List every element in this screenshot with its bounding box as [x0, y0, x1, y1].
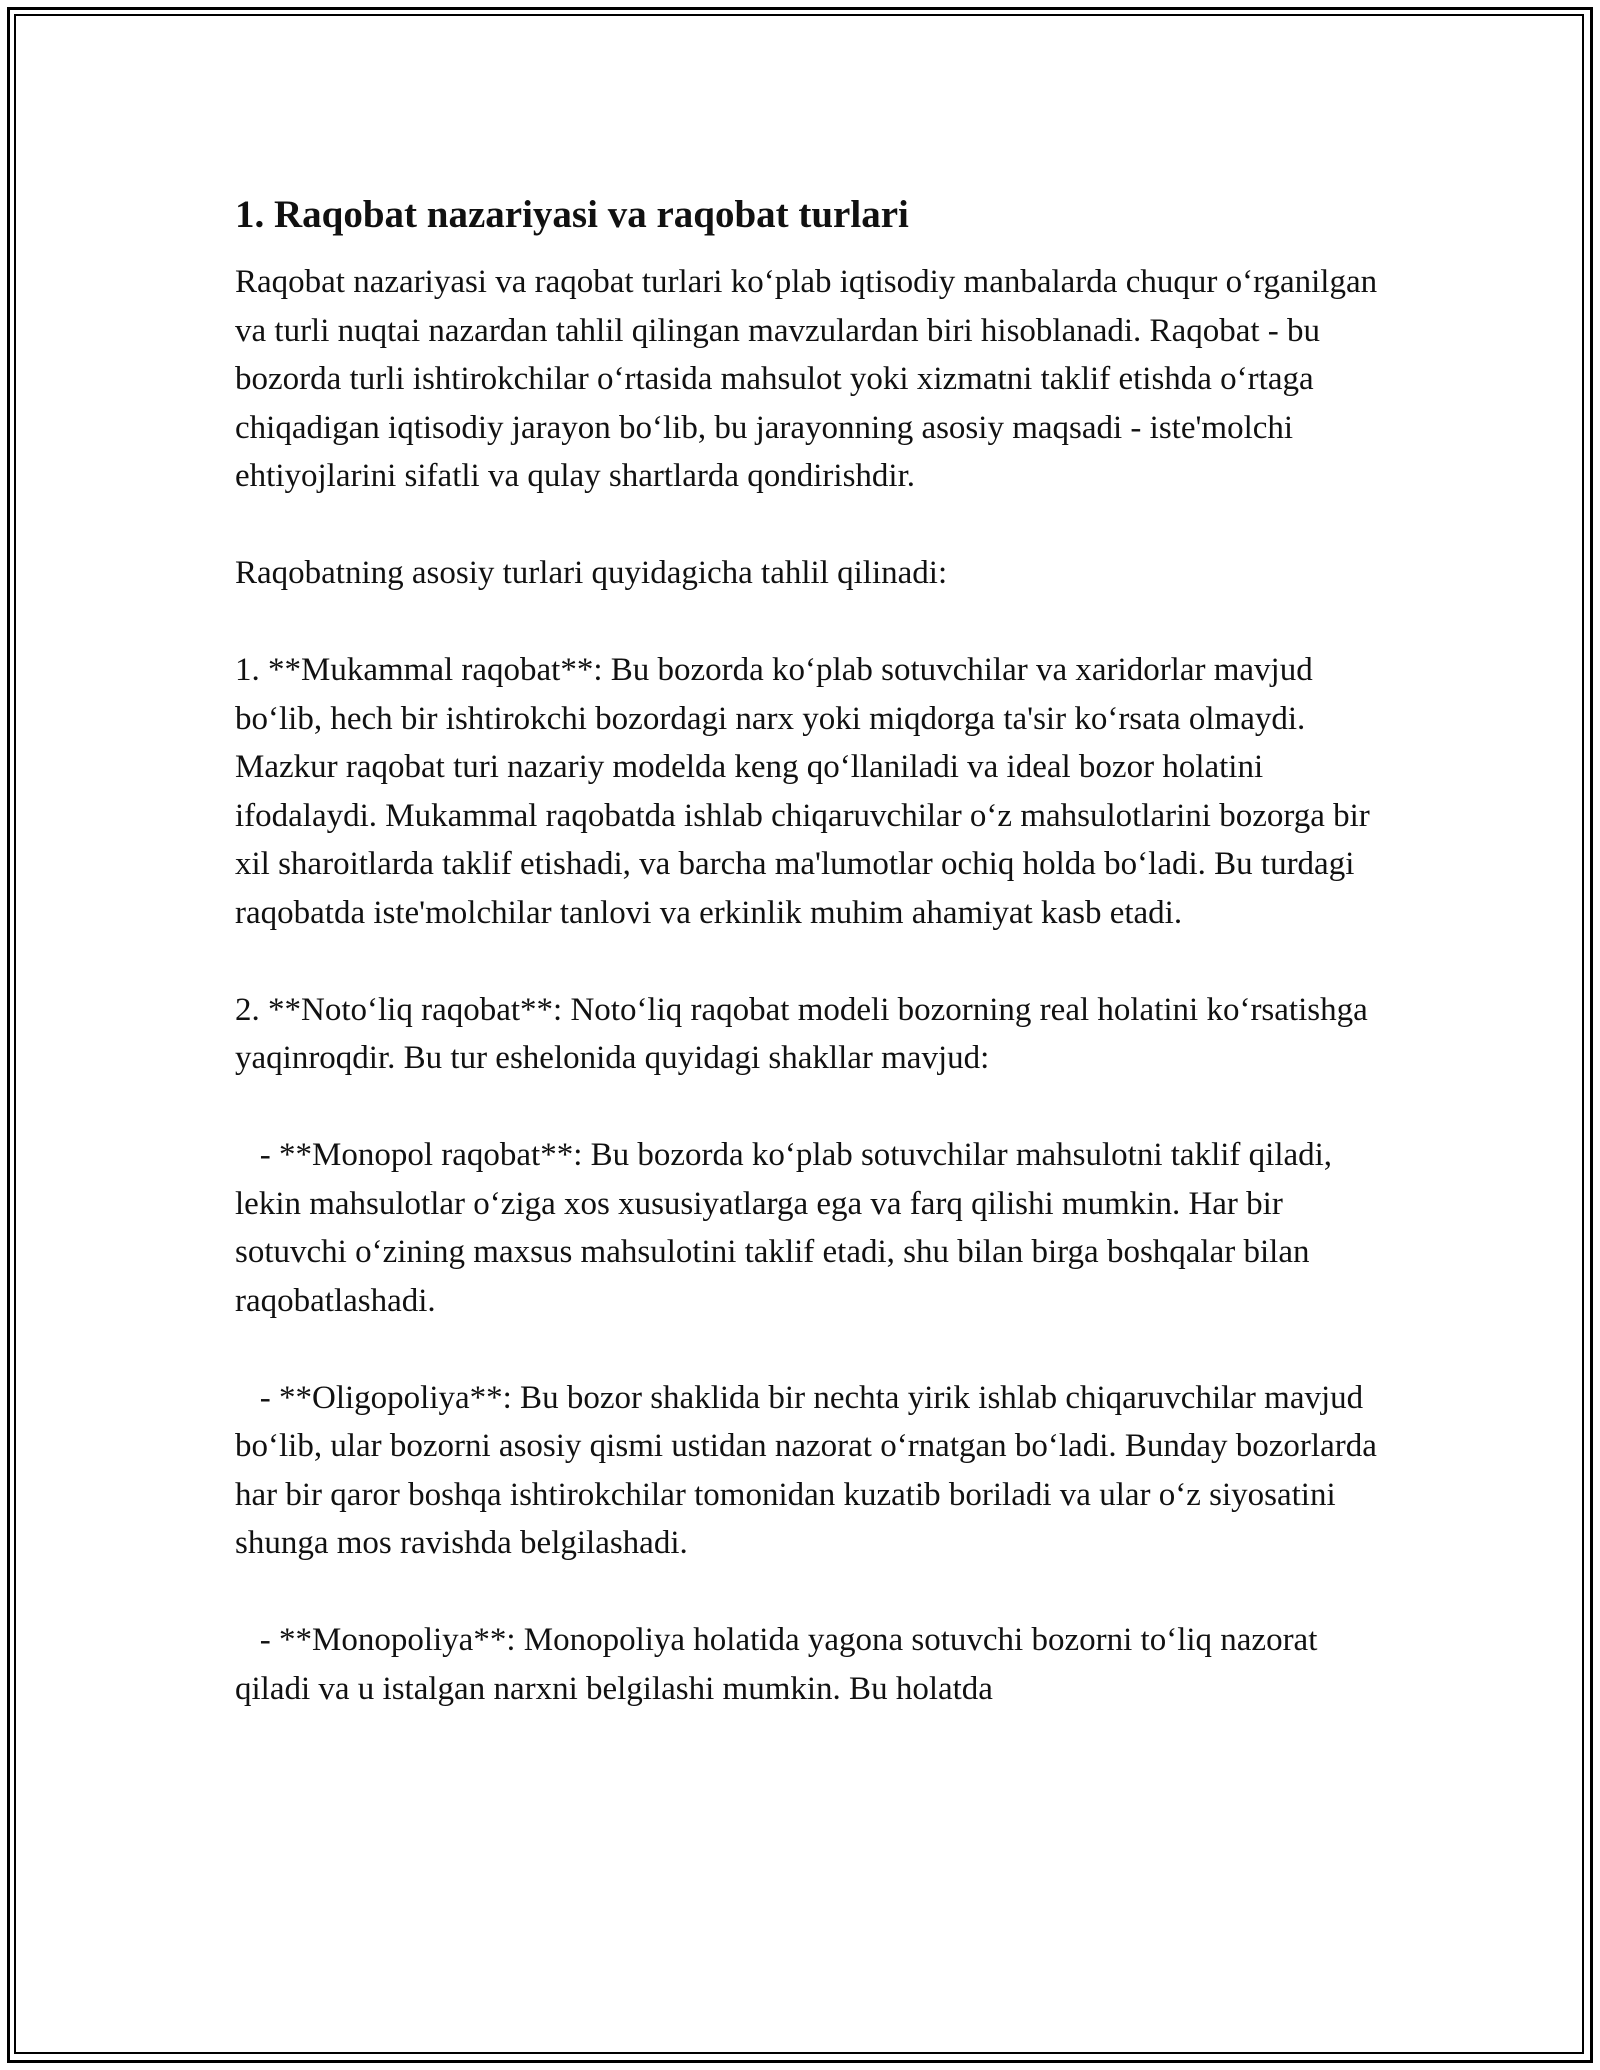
- paragraph-monopoly: - **Monopoliya**: Monopoliya holatida yagona sotuvchi bozorni to‘liq nazorat qiladi va u istalgan narxni belgilashi mumkin. Bu holatda: [235, 1622, 1326, 1707]
- paragraph-intro: Raqobat nazariyasi va raqobat turlari ko‘plab iqtisodiy manbalarda chuqur o‘rganilgan va turli nuqtai nazardan tahlil qilingan mavzulardan biri hisoblanadi. Raqobat - bu bozorda turli ishtirokchilar o‘rtasida mahsulot yoki xizmatni taklif etishda o‘rtaga chiqadigan iqtisodiy jarayon bo‘lib, bu jarayonning asosiy maqsadi - iste'molchi ehtiyojlarini sifatli va qulay shartlarda qondirishdir.: [235, 264, 1386, 494]
- paragraph-types-lead: Raqobatning asosiy turlari quyidagicha tahlil qilinadi:: [235, 555, 948, 591]
- paragraph-monopolistic-competition: - **Monopol raqobat**: Bu bozorda ko‘plab sotuvchilar mahsulotni taklif qiladi, lekin mahsulotlar o‘ziga xos xususiyatlarga ega va farq qilishi mumkin. Har bir sotuvchi o‘zining maxsus mahsulotini taklif etadi, shu bilan birga boshqalar bilan raqobatlashadi.: [235, 1137, 1341, 1319]
- document-body: [235, 180, 1386, 1762]
- paragraph-imperfect-competition: 2. **Noto‘liq raqobat**: Noto‘liq raqobat modeli bozorning real holatini ko‘rsatishga yaqinroqdir. Bu tur eshelonida quyidagi shakllar mavjud:: [235, 991, 1376, 1076]
- paragraph-perfect-competition: 1. **Mukammal raqobat**: Bu bozorda ko‘plab sotuvchilar va xaridorlar mavjud bo‘lib, hech bir ishtirokchi bozordagi narx yoki miqdorga ta'sir ko‘rsata olmaydi. Mazkur raqobat turi nazariy modelda keng qo‘llaniladi va ideal bozor holatini ifodalaydi. Mukammal raqobatda ishlab chiqaruvchilar o‘z mahsulotlarini bozorga bir xil sharoitlarda taklif etishadi, va barcha ma'lumotlar ochiq holda bo‘ladi. Bu turdagi raqobatda iste'molchilar tanlovi va erkinlik muhim ahamiyat kasb etadi.: [235, 652, 1379, 931]
- paragraph-oligopoly: - **Oligopoliya**: Bu bozor shaklida bir nechta yirik ishlab chiqaruvchilar mavjud bo‘lib, ular bozorni asosiy qismi ustidan nazorat o‘rnatgan bo‘ladi. Bunday bozorlarda har bir qaror boshqa ishtirokchilar tomonidan kuzatib boriladi va ular o‘z siyosatini shunga mos ravishda belgilashadi.: [235, 1379, 1386, 1561]
- section-heading: 1. Raqobat nazariyasi va raqobat turlari: [235, 193, 909, 236]
